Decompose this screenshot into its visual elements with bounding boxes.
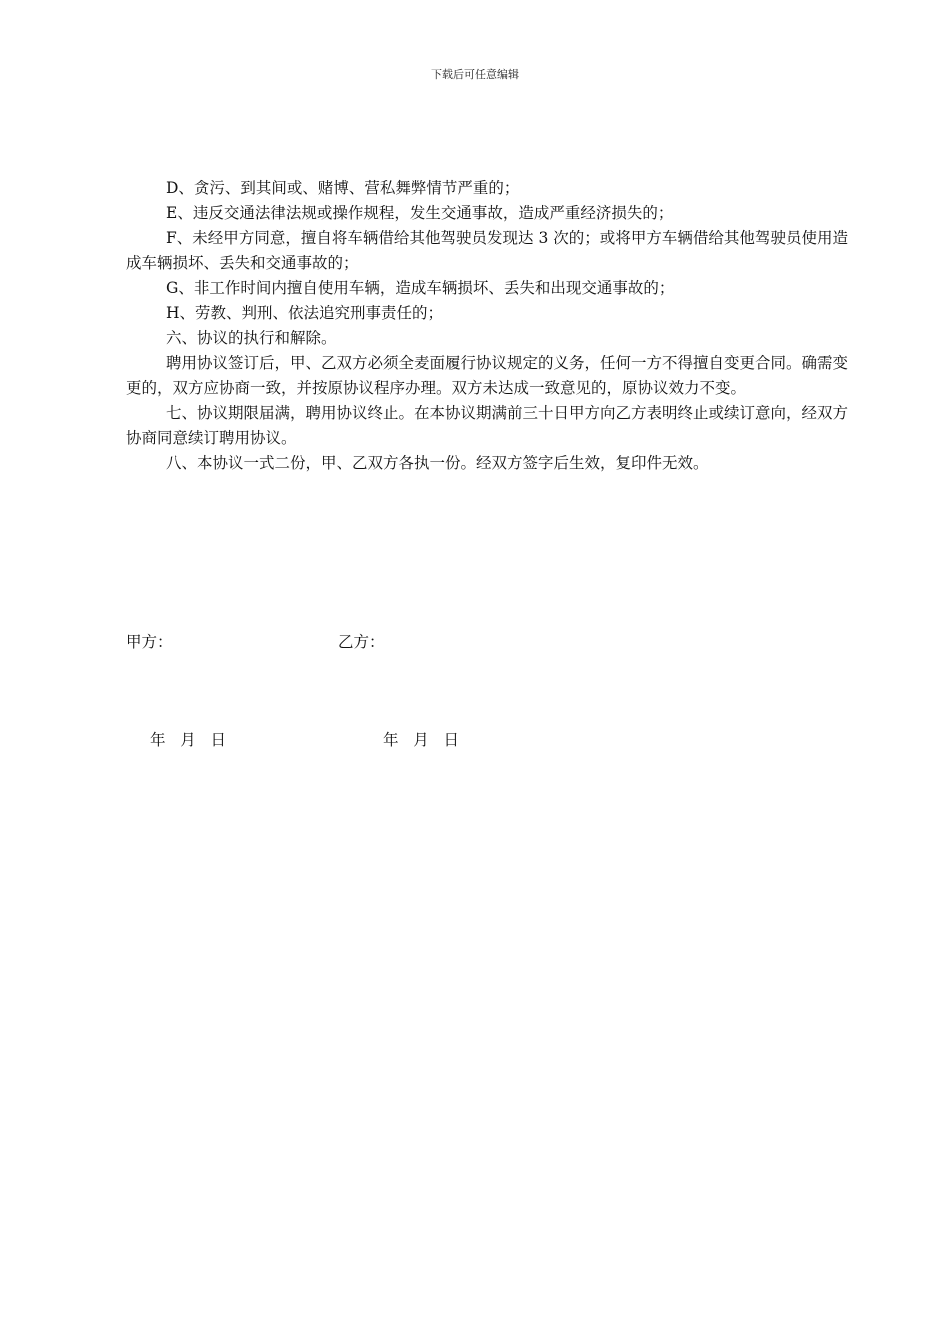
section-six-text: 聘用协议签订后，甲、乙双方必须全麦面履行协议规定的义务，任何一方不得擅自变更合同。确需变更的，双方应协商一致，并按原协议程序办理。双方未达成一致意见的，原协议效力不变。	[126, 354, 849, 397]
clause-h: H、劳教、判刑、依法追究刑事责任的；	[166, 304, 444, 322]
clause-g: G、非工作时间内擅自使用车辆，造成车辆损坏、丢失和出现交通事故的；	[166, 279, 675, 297]
party-a-date: 年 月 日	[150, 731, 227, 749]
section-eight: 八、本协议一式二份，甲、乙双方各执一份。经双方签字后生效，复印件无效。	[166, 454, 709, 472]
clause-f: F、未经甲方同意，擅自将车辆借给其他驾驶员发现达 3 次的；或将甲方车辆借给其他驾驶员使用造成车辆损坏、丢失和交通事故的；	[126, 229, 848, 272]
agreement-body	[126, 176, 848, 476]
page-header-note: 下载后可任意编辑	[431, 68, 519, 81]
clause-e: E、违反交通法律法规或操作规程，发生交通事故，造成严重经济损失的；	[166, 204, 674, 222]
party-b-label: 乙方：	[338, 633, 385, 651]
section-six-heading: 六、协议的执行和解除。	[166, 329, 337, 347]
section-seven: 七、协议期限届满，聘用协议终止。在本协议期满前三十日甲方向乙方表明终止或续订意向，经双方协商同意续订聘用协议。	[126, 404, 849, 447]
party-a-label: 甲方：	[126, 633, 173, 651]
party-b-date: 年 月 日	[383, 731, 460, 749]
clause-d: D、贪污、到其间或、赌博、营私舞弊情节严重的；	[166, 179, 520, 197]
